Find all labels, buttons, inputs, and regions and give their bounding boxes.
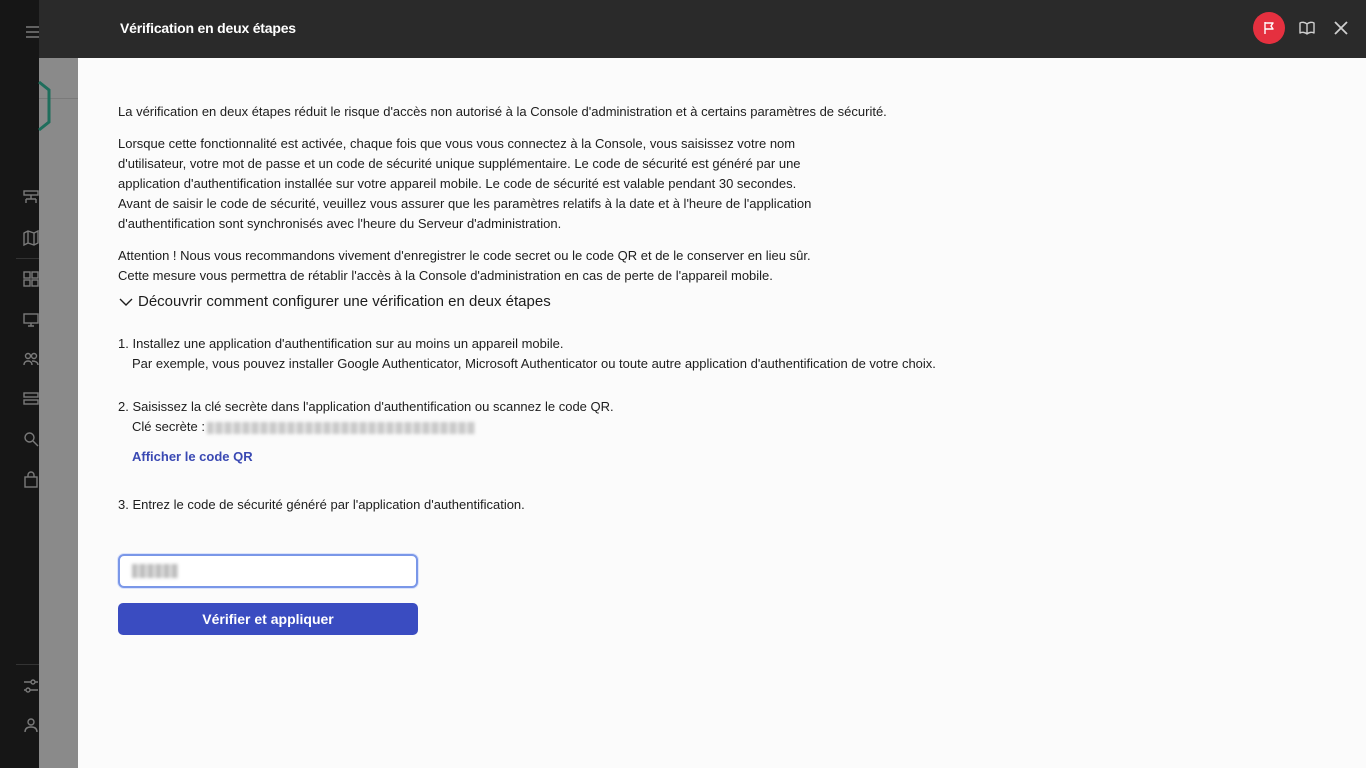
panel-header [78, 0, 1366, 58]
page-title: Vérification en deux étapes [120, 20, 296, 36]
users-icon[interactable] [22, 350, 40, 368]
bag-icon[interactable] [22, 471, 40, 489]
intro-text [118, 102, 1078, 122]
warning-text [118, 246, 1078, 286]
two-step-verification-panel [78, 0, 1366, 768]
secret-key-row [118, 417, 1078, 437]
description-line: Avant de saisir le code de sécurité, veuillez vous assurer que les paramètres relatifs à la date et à l'heure de l'application [118, 196, 812, 211]
step-1-detail: Par exemple, vous pouvez installer Google Authenticator, Microsoft Authenticator ou toute autre application d'authentification de votre choix. [132, 356, 936, 371]
flag-button[interactable] [1253, 12, 1285, 44]
flag-icon [1261, 20, 1277, 36]
expander-label: Découvrir comment configurer une vérification en deux étapes [138, 293, 551, 310]
settings-sliders-icon[interactable] [22, 677, 40, 695]
close-icon[interactable] [1332, 19, 1350, 37]
warning-line: Cette mesure vous permettra de rétablir l'accès à la Console d'administration en cas de perte de l'appareil mobile. [118, 268, 773, 283]
sidebar-divider [16, 258, 39, 259]
devices-icon[interactable] [22, 390, 40, 408]
sidebar-divider-bottom [16, 664, 39, 665]
setup-guide-expander[interactable] [118, 290, 1078, 314]
step-3-title: 3. Entrez le code de sécurité généré par l'application d'authentification. [118, 497, 525, 512]
step-1-title: 1. Installez une application d'authentification sur au moins un appareil mobile. [118, 336, 564, 351]
step-2-title: 2. Saisissez la clé secrète dans l'application d'authentification ou scannez le code QR. [118, 399, 614, 414]
step-1 [118, 334, 1078, 374]
map-icon[interactable] [22, 229, 40, 247]
description-line: application d'authentification installée sur votre appareil mobile. Le code de sécurité est valable pendant 30 secondes. [118, 176, 797, 191]
search-icon[interactable] [22, 430, 40, 448]
app-topbar [39, 0, 79, 58]
secret-key-value [207, 422, 475, 434]
description-line: d'authentification sont synchronisés avec l'heure du Serveur d'administration. [118, 216, 562, 231]
intro-line: La vérification en deux étapes réduit le risque d'accès non autorisé à la Console d'administration et à certains paramètres de sécurité. [118, 104, 887, 119]
logo-icon [27, 80, 51, 132]
dashboard-icon[interactable] [22, 270, 40, 288]
description-text [118, 134, 1078, 234]
warning-line: Attention ! Nous vous recommandons vivement d'enregistrer le code secret ou le code QR et de le conserver en lieu sûr. [118, 248, 811, 263]
step-3 [118, 495, 1078, 515]
description-line: d'utilisateur, votre mot de passe et un code de sécurité unique supplémentaire. Le code de sécurité est généré par une [118, 156, 801, 171]
panel-content [118, 102, 1078, 627]
network-icon[interactable] [22, 188, 40, 206]
user-icon[interactable] [22, 716, 40, 734]
book-icon[interactable] [1298, 19, 1316, 37]
security-code-input[interactable] [118, 554, 418, 588]
qr-link-row [118, 447, 1078, 467]
verify-and-apply-button[interactable]: Vérifier et appliquer [118, 603, 418, 635]
description-line: Lorsque cette fonctionnalité est activée, chaque fois que vous vous connectez à la Console, vous saisissez votre nom [118, 136, 796, 151]
show-qr-code-link[interactable]: Afficher le code QR [132, 449, 253, 464]
secret-key-label: Clé secrète : [132, 419, 205, 434]
monitor-icon[interactable] [22, 311, 40, 329]
step-2 [118, 397, 1078, 437]
chevron-down-icon [118, 294, 134, 310]
